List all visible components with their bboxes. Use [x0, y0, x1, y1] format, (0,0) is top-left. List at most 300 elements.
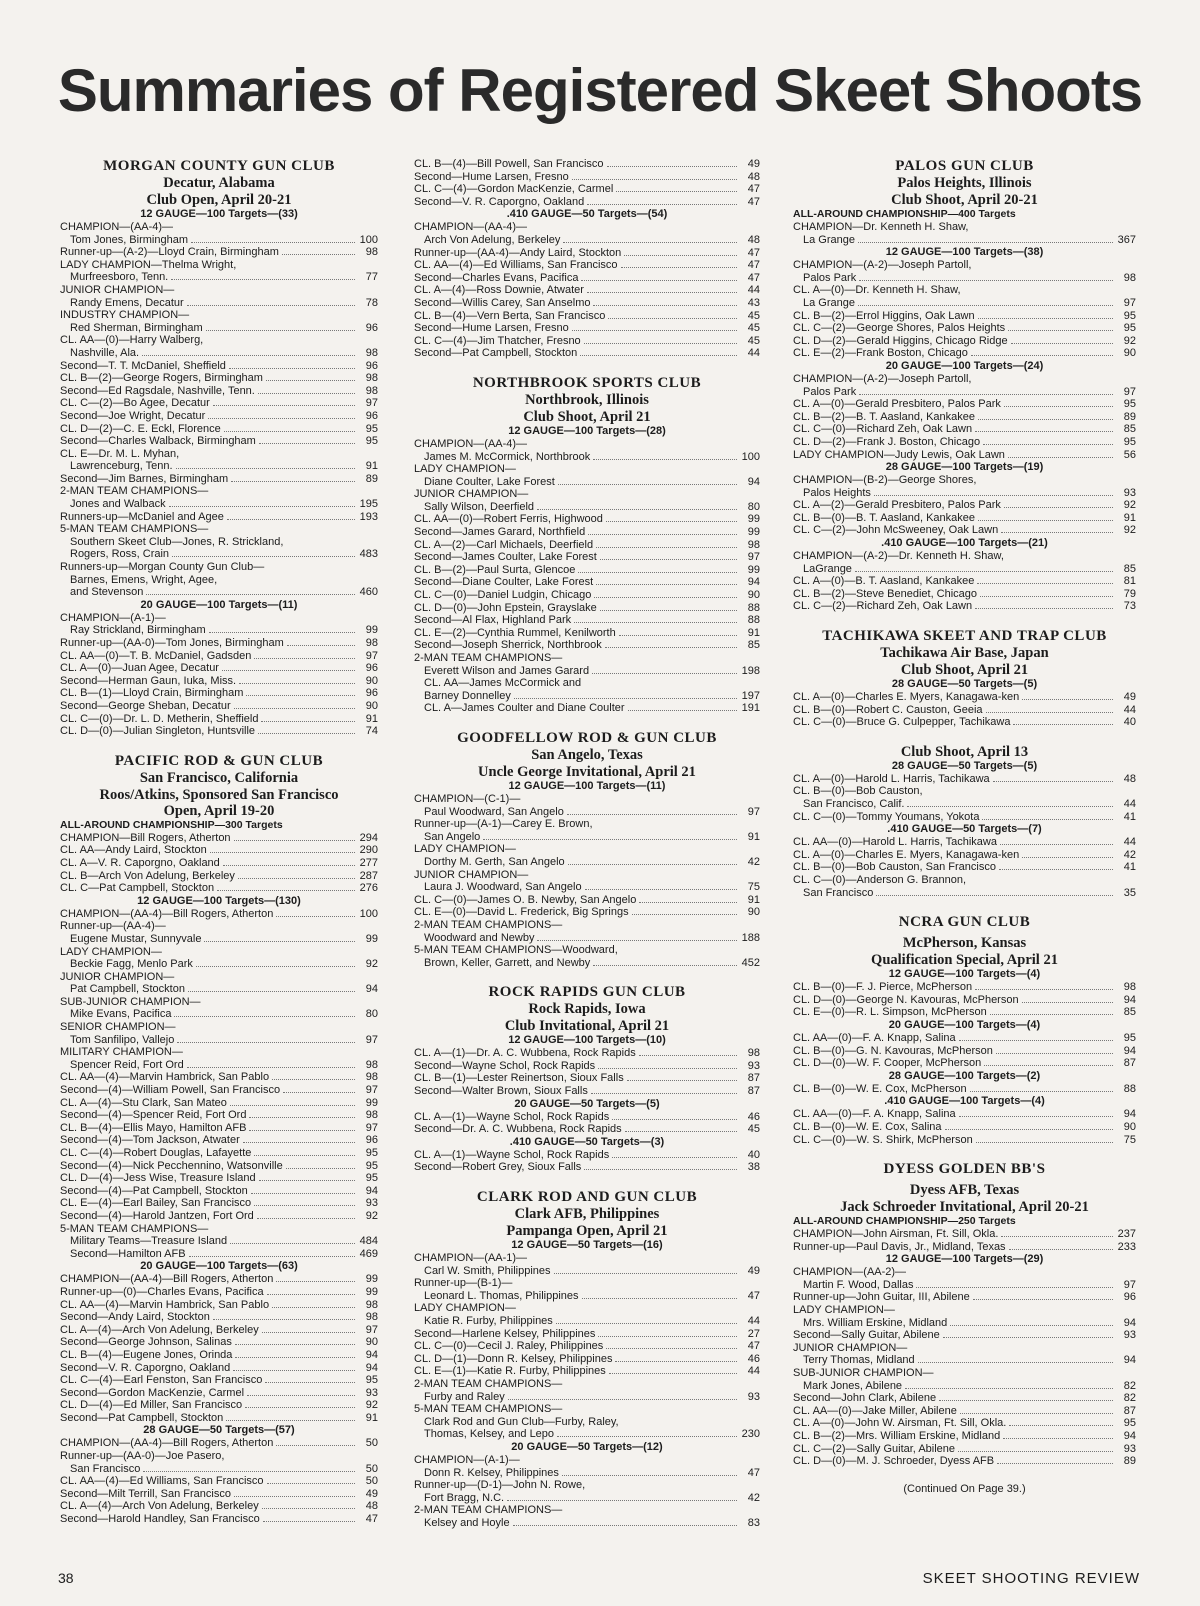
result-row — [60, 1197, 378, 1210]
result-score: 93 — [747, 1059, 760, 1072]
result-score: 95 — [365, 1147, 378, 1159]
result-score: 98 — [365, 246, 378, 259]
result-name: CHAMPION—(AA-4)—Bill Rogers, Atherton — [60, 1437, 274, 1450]
dot-leader — [146, 586, 355, 595]
result-row — [414, 576, 760, 589]
result-score: 89 — [1123, 1455, 1136, 1468]
dot-leader — [584, 335, 737, 344]
result-score: 95 — [1123, 398, 1136, 411]
result-name: Thomas, Kelsey, and Lepo — [424, 1428, 555, 1441]
result-name: CL. C—(4)—Robert Douglas, Lafayette — [60, 1147, 252, 1159]
result-row — [60, 687, 378, 700]
result-row — [414, 831, 760, 844]
result-score: 96 — [365, 359, 378, 372]
dot-leader — [572, 322, 737, 331]
result-row — [793, 981, 1136, 994]
result-score: 287 — [359, 869, 378, 882]
dot-leader — [213, 1311, 355, 1320]
result-name: Dorthy M. Gerth, San Angelo — [424, 855, 565, 868]
result-row — [60, 1311, 378, 1324]
dot-leader — [1009, 1241, 1113, 1250]
result-row — [414, 1085, 760, 1098]
result-row — [414, 639, 760, 652]
result-line: LADY CHAMPION—Thelma Wright, — [60, 258, 237, 271]
result-name: CL. D—(0)—M. J. Schroeder, Dyess AFB — [793, 1455, 995, 1468]
result-name: Second—George Johnson, Salinas — [60, 1336, 232, 1349]
dot-leader — [172, 548, 355, 557]
result-score: 94 — [1123, 993, 1136, 1006]
dot-leader — [267, 1475, 355, 1484]
result-name: Rogers, Ross, Crain — [70, 548, 170, 561]
result-name: Second—Sally Guitar, Abilene — [793, 1329, 940, 1342]
result-row — [414, 1290, 760, 1303]
result-name: CL. C—(2)—Sally Guitar, Abilene — [793, 1442, 956, 1455]
result-name: Second—John Clark, Abilene — [793, 1392, 937, 1405]
result-score: 92 — [1123, 524, 1136, 537]
result-line: CL. B—(0)—Bob Causton, — [793, 785, 923, 798]
result-row — [60, 460, 378, 473]
dot-leader — [983, 436, 1113, 445]
result-line: 2-MAN TEAM CHAMPIONS— — [414, 652, 563, 664]
result-name: CL. C—(0)—W. S. Shirk, McPherson — [793, 1133, 973, 1146]
result-row — [60, 1084, 378, 1097]
result-score: 94 — [747, 475, 760, 488]
gauge-heading: 28 GAUGE—50 Targets—(5) — [891, 759, 1038, 772]
result-row — [414, 614, 760, 627]
result-row — [793, 887, 1136, 900]
result-row — [60, 662, 378, 675]
result-row — [793, 1032, 1136, 1045]
result-score: 47 — [747, 1340, 760, 1353]
result-name: Runner-up—(0)—Charles Evans, Pacifica — [60, 1285, 264, 1298]
result-name: Palos Park — [803, 271, 857, 284]
result-name: CL. E—(4)—Earl Bailey, San Francisco — [60, 1197, 252, 1210]
result-row — [793, 588, 1136, 601]
result-row — [793, 297, 1136, 310]
result-name: Ray Strickland, Birmingham — [70, 624, 206, 637]
result-score: 93 — [1123, 486, 1136, 499]
dot-leader — [249, 1109, 355, 1118]
dot-leader — [1004, 499, 1113, 508]
result-name: Second—James Coulter, Lake Forest — [414, 551, 597, 564]
result-line: JUNIOR CHAMPION— — [793, 1341, 908, 1354]
result-line: CHAMPION—(AA-4)— — [414, 437, 528, 450]
result-score: 98 — [365, 1311, 378, 1324]
result-name: Leonard L. Thomas, Philippines — [424, 1289, 579, 1302]
dot-leader — [1001, 1228, 1113, 1237]
result-score: 294 — [359, 831, 378, 844]
result-line: CHAMPION—Dr. Kenneth H. Shaw, — [793, 221, 969, 233]
result-row — [793, 836, 1136, 849]
dot-leader — [229, 360, 355, 369]
dot-leader — [238, 870, 355, 879]
dot-leader — [572, 171, 737, 180]
dot-leader — [1003, 1430, 1113, 1439]
result-row — [60, 700, 378, 713]
result-score: 95 — [1123, 309, 1136, 322]
result-row — [414, 247, 760, 260]
result-name: CL. D—(0)—John Epstein, Grayslake — [414, 601, 597, 614]
result-row — [60, 1059, 378, 1072]
dot-leader — [272, 1071, 355, 1080]
result-row — [414, 1365, 760, 1378]
result-name: Second—Wayne Schol, Rock Rapids — [414, 1059, 596, 1072]
result-line: 5-MAN TEAM CHAMPIONS—Woodward, — [414, 944, 618, 957]
result-row — [414, 234, 760, 247]
column-2 — [414, 158, 760, 1545]
gauge-heading: 12 GAUGE—100 Targets—(130) — [137, 894, 301, 907]
footer-title: SKEET SHOOTING REVIEW — [922, 1570, 1140, 1587]
dot-leader — [142, 347, 355, 356]
dot-leader — [191, 234, 355, 243]
result-row — [60, 624, 378, 637]
result-score: 99 — [365, 1285, 378, 1298]
result-score: 99 — [747, 526, 760, 539]
result-score: 91 — [747, 893, 760, 906]
result-score: 94 — [1123, 1430, 1136, 1442]
dot-leader — [976, 1134, 1113, 1143]
result-name: Barney Donnelley — [424, 689, 511, 702]
club-location: Rock Rapids, Iowa — [528, 1001, 646, 1018]
result-row — [60, 498, 378, 511]
result-name: Runner-up—Paul Davis, Jr., Midland, Texas — [793, 1240, 1006, 1253]
result-line: CHAMPION—(AA-2)— — [793, 1266, 907, 1279]
event-title: Club Invitational, April 21 — [504, 1018, 670, 1035]
result-score: 95 — [365, 435, 378, 448]
result-name: La Grange — [803, 296, 855, 309]
dot-leader — [1001, 524, 1113, 533]
result-score: 85 — [1123, 423, 1136, 436]
result-score: 290 — [359, 844, 378, 857]
dot-leader — [958, 1443, 1113, 1452]
result-score: 49 — [1123, 691, 1136, 704]
event-title: Club Shoot, April 20-21 — [891, 192, 1038, 208]
result-name: San Angelo — [424, 830, 481, 843]
club-location: Dyess AFB, Texas — [909, 1182, 1020, 1199]
event-title: Club Shoot, April 13 — [900, 743, 1029, 760]
club-location: Palos Heights, Illinois — [897, 175, 1032, 191]
dot-leader — [233, 1362, 355, 1371]
result-row — [414, 322, 760, 335]
result-score: 56 — [1123, 448, 1136, 461]
club-location: McPherson, Kansas — [902, 935, 1027, 952]
dot-leader — [247, 1387, 355, 1396]
dot-leader — [562, 1467, 737, 1476]
dot-leader — [606, 1340, 737, 1349]
result-score: 98 — [365, 637, 378, 649]
result-name: and Stevenson — [70, 586, 144, 599]
result-score: 44 — [1123, 798, 1136, 810]
result-row — [793, 994, 1136, 1007]
dot-leader — [259, 435, 355, 444]
result-score: 85 — [747, 639, 760, 652]
result-score: 99 — [365, 932, 378, 945]
result-row — [793, 1006, 1136, 1019]
result-score: 95 — [1123, 322, 1136, 335]
result-row — [60, 675, 378, 688]
result-row — [793, 1417, 1136, 1430]
dot-leader — [978, 310, 1113, 319]
dot-leader — [859, 272, 1113, 281]
result-score: 93 — [1123, 1442, 1136, 1455]
result-row — [793, 487, 1136, 500]
result-score: 78 — [365, 296, 378, 309]
result-score: 85 — [1123, 562, 1136, 575]
result-score: 87 — [1123, 1404, 1136, 1417]
dot-leader — [615, 1353, 737, 1362]
result-name: CL. C—(0)—Dr. L. D. Metherin, Sheffield — [60, 712, 259, 725]
result-row — [793, 347, 1136, 360]
result-name: Second—Jim Barnes, Birmingham — [60, 472, 229, 485]
result-name: CL. E—(1)—Katie R. Furby, Philippines — [414, 1365, 606, 1378]
dot-leader — [982, 811, 1113, 820]
club-name: GOODFELLOW ROD & GUN CLUB — [457, 729, 717, 746]
result-name: CL. B—(2)—B. T. Aasland, Kankakee — [793, 410, 975, 423]
dot-leader — [187, 1059, 355, 1068]
result-line: 5-MAN TEAM CHAMPIONS— — [414, 1403, 563, 1416]
result-score: 93 — [365, 1197, 378, 1210]
result-name: Second—V. R. Caporgno, Oakland — [414, 195, 585, 208]
club-section — [793, 628, 1136, 729]
result-row — [793, 704, 1136, 717]
result-row — [414, 602, 760, 615]
event-title: Pampanga Open, April 21 — [506, 1223, 668, 1240]
result-row — [414, 690, 760, 703]
result-name: Pat Campbell, Stockton — [70, 983, 185, 996]
result-name: Runner-up—John Guitar, III, Abilene — [793, 1291, 970, 1304]
result-name: Second—V. R. Caporgno, Oakland — [60, 1361, 231, 1374]
result-line: CHAMPION—(A-1)— — [414, 1453, 520, 1466]
dot-leader — [208, 410, 355, 419]
result-name: Second—Pat Campbell, Stockton — [60, 1411, 224, 1424]
gauge-heading: .410 GAUGE—100 Targets—(4) — [884, 1095, 1045, 1108]
dot-leader — [959, 1032, 1113, 1041]
club-section — [60, 753, 378, 1526]
result-score: 97 — [1123, 1278, 1136, 1291]
result-row — [414, 551, 760, 564]
result-score: 484 — [359, 1235, 378, 1248]
dot-leader — [239, 675, 355, 684]
dot-leader — [557, 1428, 737, 1437]
dot-leader — [267, 1286, 355, 1295]
result-score: 97 — [747, 551, 760, 564]
result-name: San Francisco, Calif. — [803, 798, 905, 810]
result-name: Second—Milt Terrill, San Francisco — [60, 1487, 231, 1500]
result-name: CL. AA—(0)—Robert Ferris, Highwood — [414, 513, 603, 526]
result-line: 2-MAN TEAM CHAMPIONS— — [60, 485, 209, 498]
dot-leader — [1013, 716, 1113, 725]
result-name: CL. AA—(0)—Harold L. Harris, Tachikawa — [793, 836, 997, 849]
result-score: 48 — [1123, 772, 1136, 785]
gauge-heading: 20 GAUGE—100 Targets—(11) — [140, 598, 298, 611]
result-row — [414, 171, 760, 184]
result-line: Runner-up—(D-1)—John N. Rowe, — [414, 1479, 586, 1492]
result-name: CL. B—(2)—Mrs. William Erskine, Midland — [793, 1430, 1001, 1442]
result-row — [793, 1317, 1136, 1330]
result-score: 46 — [747, 1352, 760, 1365]
result-name: Diane Coulter, Lake Forest — [424, 475, 555, 488]
result-score: 46 — [747, 1110, 760, 1123]
result-score: 97 — [1123, 296, 1136, 309]
dot-leader — [639, 1047, 737, 1056]
dot-leader — [513, 1517, 737, 1526]
dot-leader — [874, 487, 1113, 496]
result-score: 91 — [365, 712, 378, 725]
continued-note: (Continued On Page 39.) — [903, 1482, 1026, 1495]
result-row — [60, 271, 378, 284]
result-name: CL. B—(1)—Lloyd Crain, Birmingham — [60, 687, 244, 700]
result-name: Palos Heights — [803, 486, 871, 499]
result-name: Second—Walter Brown, Sioux Falls — [414, 1085, 588, 1098]
result-score: 44 — [747, 1365, 760, 1378]
result-row — [60, 1362, 378, 1375]
dot-leader — [970, 1083, 1113, 1092]
result-name: Second—Harold Handley, San Francisco — [60, 1513, 260, 1526]
result-line: CL. C—(0)—Anderson G. Brannon, — [793, 873, 967, 886]
gauge-heading: 12 GAUGE—100 Targets—(29) — [885, 1253, 1044, 1266]
championship-heading: ALL-AROUND CHAMPIONSHIP—250 Targets — [793, 1215, 1016, 1228]
dot-leader — [584, 1161, 737, 1170]
result-score: 49 — [747, 158, 760, 170]
result-name: CL. A—(4)—Stu Clark, San Mateo — [60, 1096, 227, 1109]
dot-leader — [606, 513, 737, 522]
result-row — [414, 1492, 760, 1505]
result-name: CL. AA—(0)—T. B. McDaniel, Gadsden — [60, 649, 252, 662]
dot-leader — [265, 1374, 355, 1383]
result-row — [793, 310, 1136, 323]
result-row — [793, 1083, 1136, 1096]
result-score: 483 — [359, 548, 378, 561]
dot-leader — [905, 1380, 1113, 1389]
result-name: Second—Harlene Kelsey, Philippines — [414, 1327, 596, 1340]
result-score: 191 — [741, 702, 760, 715]
result-name: CL. A—(4)—Arch Von Adelung, Berkeley — [60, 1323, 259, 1336]
result-name: James M. McCormick, Northbrook — [424, 450, 591, 463]
dot-leader — [245, 1399, 355, 1408]
result-row — [793, 1405, 1136, 1418]
result-row — [60, 385, 378, 398]
event-title: Club Shoot, April 21 — [523, 408, 651, 425]
result-score: 93 — [365, 1386, 378, 1399]
result-row — [793, 512, 1136, 525]
result-row — [414, 1353, 760, 1366]
dot-leader — [907, 798, 1113, 807]
dot-leader — [213, 397, 355, 406]
result-row — [414, 957, 760, 970]
result-name: Laura J. Woodward, San Angelo — [424, 881, 582, 894]
result-score: 188 — [741, 931, 760, 944]
dot-leader — [996, 1045, 1113, 1054]
dot-leader — [1022, 691, 1113, 700]
result-row — [414, 310, 760, 323]
result-line: CL. E—Dr. M. L. Myhan, — [60, 447, 180, 460]
result-row — [60, 1109, 378, 1122]
dot-leader — [254, 1147, 355, 1156]
club-location: Decatur, Alabama — [163, 175, 275, 191]
result-score: 40 — [1123, 716, 1136, 729]
result-row — [60, 933, 378, 946]
result-name: CL. B—(2)—Errol Higgins, Oak Lawn — [793, 309, 975, 322]
result-name: CL. A—(0)—John W. Airsman, Ft. Sill, Okla. — [793, 1417, 1007, 1430]
dot-leader — [639, 894, 737, 903]
dot-leader — [1022, 849, 1113, 858]
result-name: Second—(4)—Pat Campbell, Stockton — [60, 1184, 248, 1197]
dot-leader — [189, 1248, 355, 1257]
result-row — [60, 1437, 378, 1450]
result-name: CL. A—(0)—Juan Agee, Decatur — [60, 662, 219, 675]
result-row — [60, 347, 378, 360]
result-name: Terry Thomas, Midland — [803, 1354, 915, 1367]
dot-leader — [619, 627, 737, 636]
result-score: 97 — [365, 1033, 378, 1046]
dot-leader — [975, 600, 1113, 609]
dot-leader — [582, 1290, 737, 1299]
dot-leader — [263, 1513, 355, 1522]
result-name: Second—Joe Wright, Decatur — [60, 409, 206, 422]
result-score: 89 — [1123, 410, 1136, 423]
result-score: 74 — [365, 725, 378, 738]
club-section — [60, 158, 378, 738]
result-name: Second—Andy Laird, Stockton — [60, 1311, 210, 1324]
dot-leader — [605, 639, 737, 648]
result-row — [60, 234, 378, 247]
dot-leader — [592, 665, 737, 674]
dot-leader — [916, 1279, 1113, 1288]
result-score: 75 — [1123, 1133, 1136, 1146]
result-score: 75 — [747, 881, 760, 894]
result-name: CL. C—(0)—Cecil J. Raley, Philippines — [414, 1340, 604, 1353]
result-name: CL. D—(2)—C. E. Eckl, Florence — [60, 422, 221, 435]
result-line: SUB-JUNIOR CHAMPION— — [793, 1367, 934, 1380]
result-name: CL. C—(4)—Gordon MacKenzie, Carmel — [414, 183, 614, 196]
result-row — [60, 844, 378, 857]
result-row — [793, 773, 1136, 786]
dot-leader — [632, 906, 737, 915]
result-score: 92 — [365, 958, 378, 971]
result-score: 92 — [1123, 334, 1136, 347]
result-name: Spencer Reid, Fort Ord — [70, 1058, 184, 1071]
club-location: San Angelo, Texas — [531, 746, 643, 763]
dot-leader — [251, 1185, 355, 1194]
event-title: Open, April 19-20 — [163, 802, 275, 819]
gauge-heading: 12 GAUGE—100 Targets—(28) — [508, 424, 666, 437]
result-row — [414, 1315, 760, 1328]
gauge-heading: 28 GAUGE—50 Targets—(57) — [143, 1424, 295, 1437]
result-score: 91 — [365, 1411, 378, 1424]
result-name: Everett Wilson and James Garard — [424, 664, 590, 677]
result-line: Runners-up—Morgan County Gun Club— — [60, 561, 265, 574]
dot-leader — [230, 1097, 355, 1106]
dot-leader — [608, 310, 737, 319]
result-row — [60, 637, 378, 650]
dot-leader — [537, 501, 737, 510]
dot-leader — [223, 857, 355, 866]
dot-leader — [600, 602, 737, 611]
dot-leader — [568, 856, 737, 865]
result-name: CL. C—(0)—Tommy Youmans, Yokota — [793, 810, 980, 823]
result-score: 99 — [747, 563, 760, 576]
result-score: 97 — [365, 397, 378, 410]
result-row — [60, 1134, 378, 1147]
result-line: MILITARY CHAMPION— — [60, 1046, 183, 1059]
result-name: CL. B—(0)—W. E. Cox, McPherson — [793, 1082, 967, 1095]
dot-leader — [588, 526, 737, 535]
result-name: CL. B—(0)—G. N. Kavouras, McPherson — [793, 1044, 993, 1057]
result-name: CL. C—(0)—James O. B. Newby, San Angelo — [414, 893, 637, 906]
result-row — [793, 449, 1136, 462]
result-row — [60, 511, 378, 524]
result-row — [793, 499, 1136, 512]
